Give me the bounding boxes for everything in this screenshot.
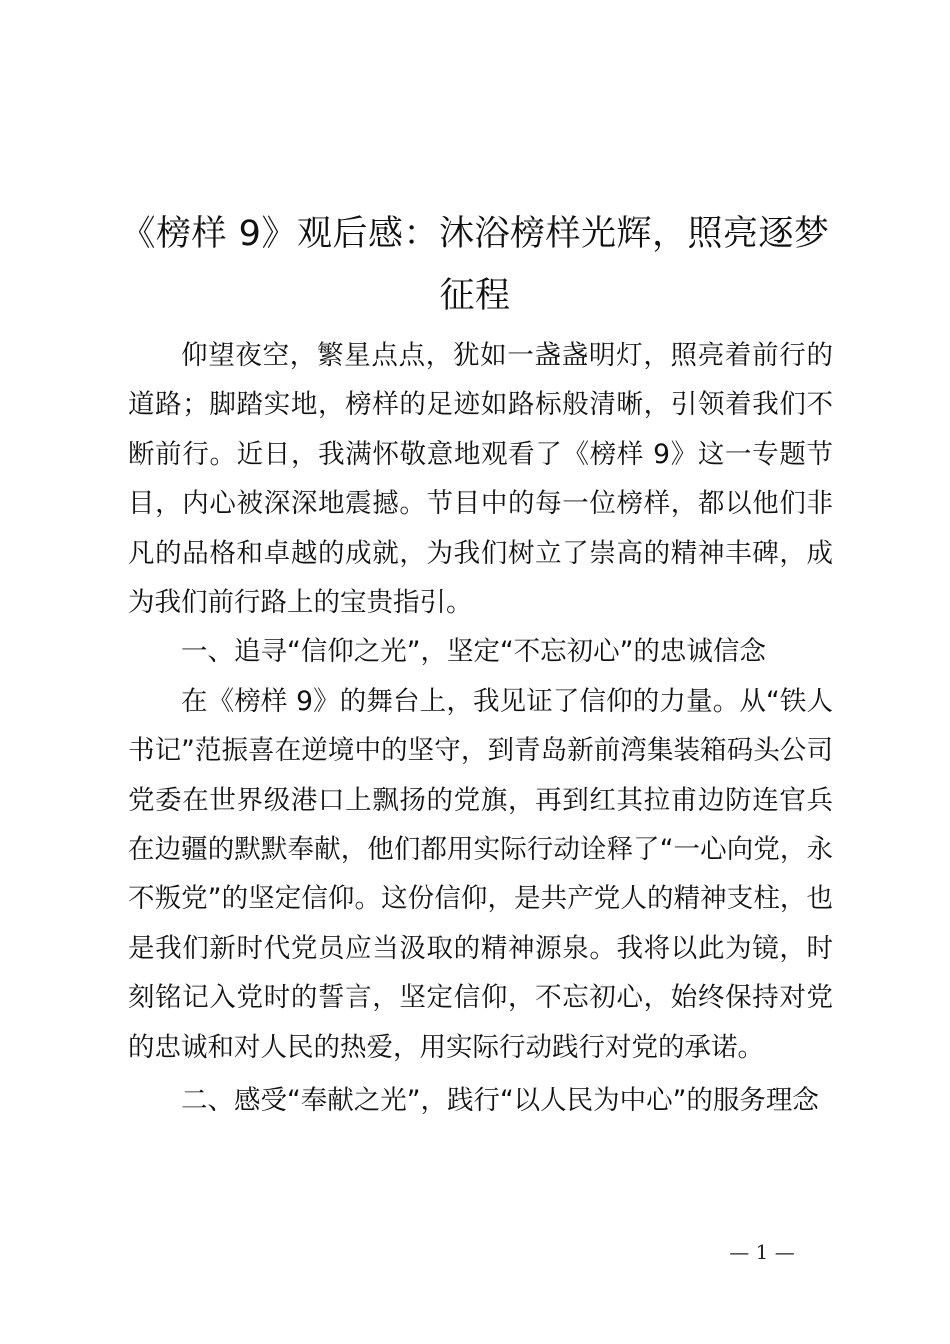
paragraph-intro: 仰望夜空，繁星点点，犹如一盏盏明灯，照亮着前行的道路；脚踏实地，榜样的足迹如路标般清晰，引领着我们不断前行。近日，我满怀敬意地观看了《榜样 9》这一专题节目，内心被深深地震撼。节目中的每一位榜样，都以他们非凡的品格和卓越的成就，为我们树立了崇高的精神丰碑，成为我们前行路上的宝贵指引。 <box>128 340 833 619</box>
document-body <box>128 331 833 1126</box>
page-number: — 1 — <box>729 1240 795 1264</box>
document-title: 《榜样 9》观后感：沐浴榜样光辉，照亮逐梦征程 <box>120 214 830 317</box>
section-heading-2: 二、感受“奉献之光”，践行“以人民为中心”的服务理念 <box>181 1085 819 1117</box>
section-heading-1: 一、追寻“信仰之光”，坚定“不忘初心”的忠诚信念 <box>181 636 766 668</box>
paragraph-faith: 在《榜样 9》的舞台上，我见证了信仰的力量。从“铁人书记”范振喜在逆境中的坚守，到青岛新前湾集装箱码头公司党委在世界级港口上飘扬的党旗，再到红其拉甫边防连官兵在边疆的默默奉献，他们都用实际行动诠释了“一心向党，永不叛党”的坚定信仰。这份信仰，是共产党人的精神支柱，也是我们新时代党员应当汲取的精神源泉。我将以此为镜，时刻铭记入党时的誓言，坚定信仰，不忘初心，始终保持对党的忠诚和对人民的热爱，用实际行动践行对党的承诺。 <box>128 685 833 1063</box>
